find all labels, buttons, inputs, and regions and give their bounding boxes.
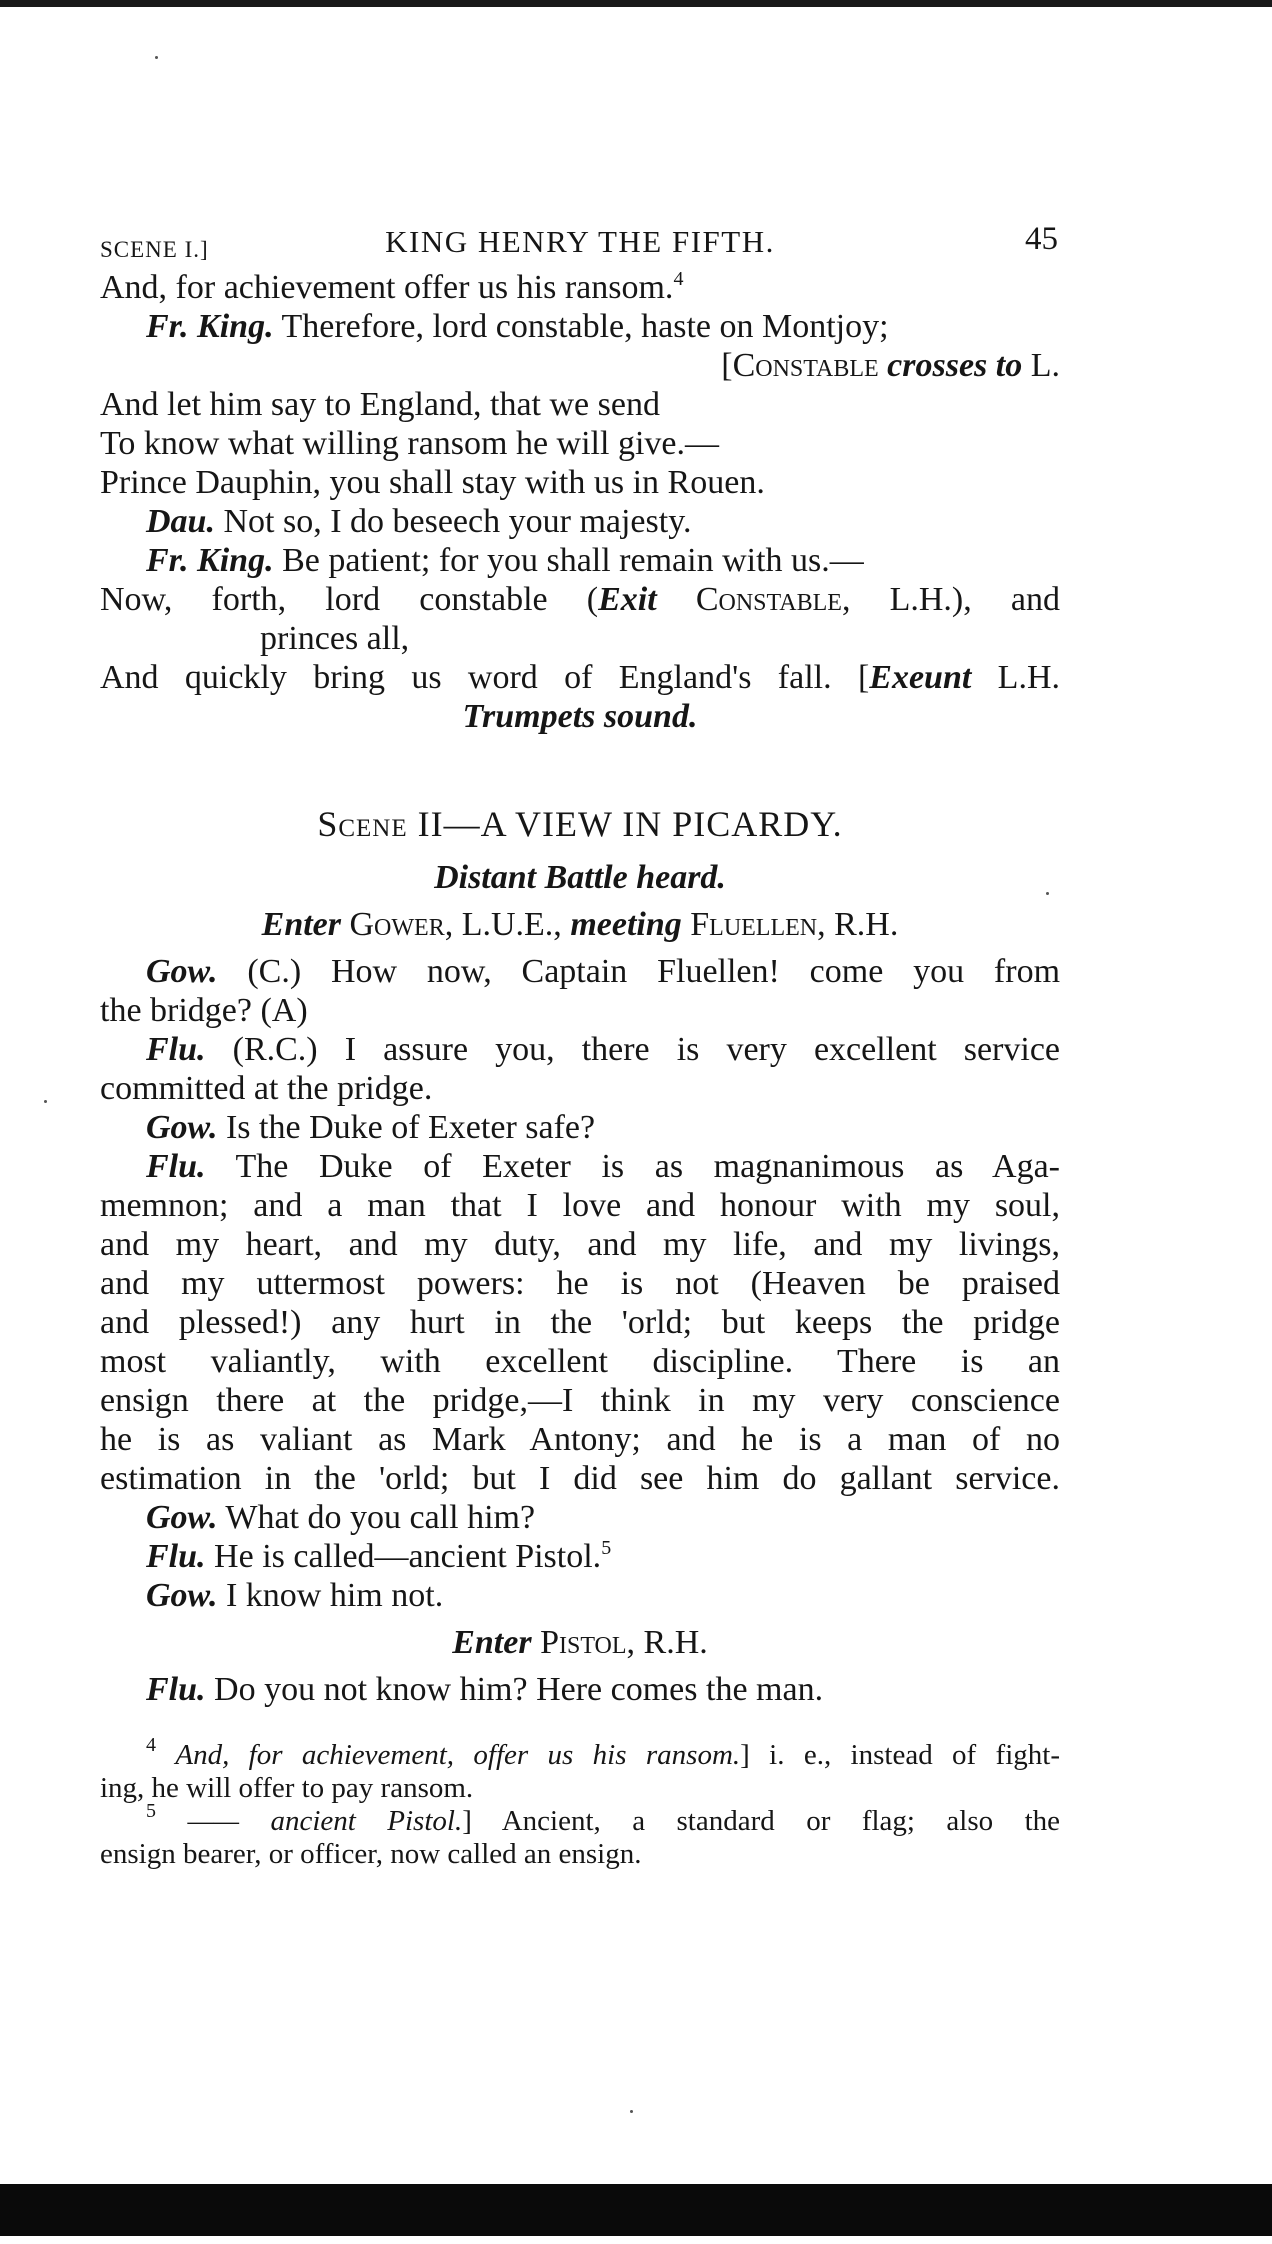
stage-direction-battle: Distant Battle heard.	[434, 859, 726, 896]
stage-direction-trumpets: Trumpets sound.	[462, 698, 698, 735]
footnote-line: ensign bearer, or officer, now called an ensign.	[100, 1838, 642, 1870]
dust-speck	[44, 1100, 47, 1103]
speaker-name: Gow.	[146, 1499, 218, 1536]
verse-line: Fr. King. Therefore, lord constable, haste on Montjoy;	[146, 308, 889, 345]
speaker-name: Fr. King.	[146, 308, 274, 345]
footnote-mark: 4	[673, 268, 684, 290]
footnote-mark: 5	[146, 1800, 156, 1822]
page-number: 45	[1025, 221, 1058, 257]
dust-speck	[630, 2110, 633, 2113]
running-header	[100, 216, 1060, 268]
prose-line: Gow. (C.) How now, Captain Fluellen! come you from	[146, 953, 1061, 990]
footnote-4: $^4$ And, for achievement, offer us his ransom.] i. e., instead of fight-	[146, 1734, 1060, 1771]
entrance-direction: Enter Pistol, R.H.	[452, 1624, 708, 1661]
footnote-line: ing, he will offer to pay ransom.	[100, 1772, 474, 1804]
speaker-name: Flu.	[146, 1538, 206, 1575]
prose-line: and plessed!) any hurt in the 'orld; but keeps the pridge	[100, 1304, 1060, 1341]
prose-line: the bridge? (A)	[100, 992, 308, 1029]
prose-line: estimation in the 'orld; but I did see him do gallant service.	[100, 1460, 1060, 1497]
footnote-mark: 5	[601, 1537, 612, 1559]
bottom-scan-band	[0, 2184, 1272, 2236]
speaker-name: Flu.	[146, 1671, 206, 1708]
speaker-name: Flu.	[146, 1148, 206, 1185]
scene-heading: Scene II—A VIEW IN PICARDY.	[317, 804, 843, 844]
speaker-name: Fr. King.	[146, 542, 274, 579]
header-scene-label: SCENE I.]	[100, 237, 209, 262]
entrance-direction: Enter Gower, L.U.E., meeting Fluellen, R.H.	[261, 906, 899, 943]
prose-line: Flu. Do you not know him? Here comes the man.	[146, 1671, 824, 1708]
speaker-name: Gow.	[146, 1109, 218, 1146]
verse-line: Now, forth, lord constable (Exit Constable, L.H.), and	[100, 581, 1060, 618]
verse-line: princes all,	[260, 620, 410, 657]
verse-line: And let him say to England, that we send	[100, 386, 660, 423]
prose-line: Gow. What do you call him?	[146, 1499, 536, 1536]
verse-line: To know what willing ransom he will give.—	[100, 425, 719, 462]
verse-line: And quickly bring us word of England's fall. [Exeunt L.H.	[100, 659, 1060, 696]
prose-line: Flu. He is called—ancient Pistol.$^5$	[146, 1537, 612, 1575]
stage-direction: [Constable crosses to L.	[721, 347, 1060, 384]
prose-line: Gow. I know him not.	[146, 1577, 444, 1614]
prose-line: committed at the pridge.	[100, 1070, 433, 1107]
prose-line: most valiantly, with excellent discipline. There is an	[100, 1343, 1060, 1380]
footnotes	[100, 1734, 1060, 1871]
prose-line: Flu. The Duke of Exeter is as magnanimous as Aga-	[146, 1148, 1060, 1185]
speaker-name: Gow.	[146, 1577, 218, 1614]
prose-dialogue	[100, 952, 1060, 1709]
speaker-name: Dau.	[146, 503, 215, 540]
prose-line: he is as valiant as Mark Antony; and he is a man of no	[100, 1421, 1060, 1458]
speaker-name: Gow.	[146, 953, 218, 990]
prose-line: and my heart, and my duty, and my life, and my livings,	[100, 1226, 1060, 1263]
top-edge-rule	[0, 0, 1272, 7]
prose-line: Flu. (R.C.) I assure you, there is very excellent service	[146, 1031, 1060, 1068]
header-title: KING HENRY THE FIFTH.	[385, 224, 775, 259]
footnote-5: $^5$ —— ancient Pistol.] Ancient, a standard or flag; also the	[146, 1800, 1060, 1837]
prose-line: Gow. Is the Duke of Exeter safe?	[146, 1109, 596, 1146]
prose-line: ensign there at the pridge,—I think in my very conscience	[100, 1382, 1060, 1419]
verse-line: Fr. King. Be patient; for you shall remain with us.—	[146, 542, 864, 579]
verse-line: Prince Dauphin, you shall stay with us in Rouen.	[100, 464, 765, 501]
opening-verse	[100, 268, 1060, 736]
prose-line: memnon; and a man that I love and honour with my soul,	[100, 1187, 1060, 1224]
verse-line: Dau. Not so, I do beseech your majesty.	[146, 503, 692, 540]
verse-line: And, for achievement offer us his ransom.$^4$	[100, 268, 684, 306]
footnote-mark: 4	[146, 1734, 156, 1756]
dust-speck	[155, 56, 158, 59]
prose-line: and my uttermost powers: he is not (Heaven be praised	[100, 1265, 1060, 1302]
speaker-name: Flu.	[146, 1031, 206, 1068]
book-page	[100, 216, 1060, 1871]
